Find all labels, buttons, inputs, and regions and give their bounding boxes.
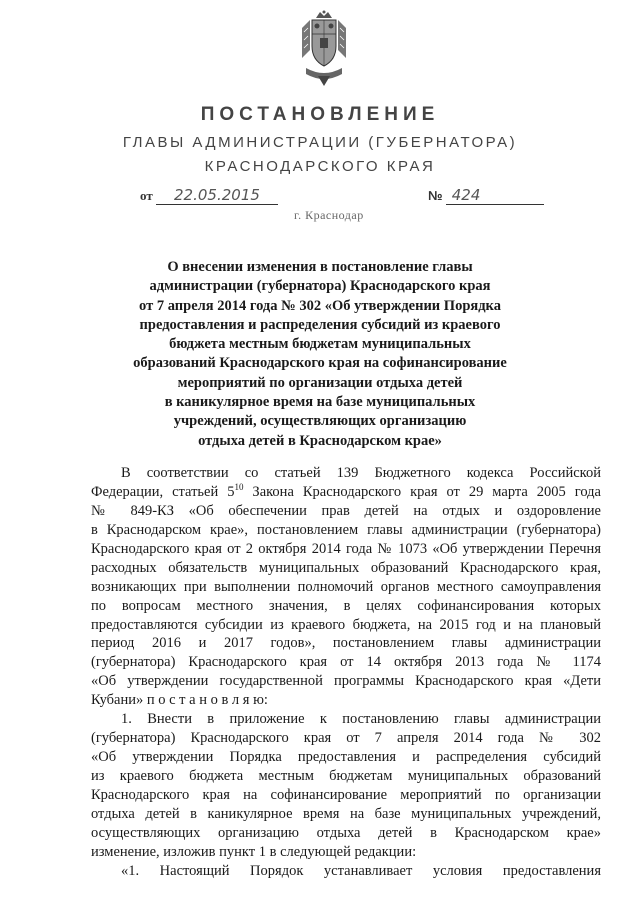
number-label: № xyxy=(428,188,443,203)
body-line xyxy=(91,483,601,502)
body-line: из краевого бюджета местным бюджетам муниципальных образований xyxy=(91,768,601,784)
body-line: 1. Внести в приложение к постановлению главы администрации xyxy=(121,711,601,728)
body-line: Краснодарского края от 2 октября 2014 года № 1073 «Об утверждении Перечня xyxy=(91,540,601,557)
number-field xyxy=(428,186,544,205)
body-line: В соответствии со статьей 139 Бюджетного кодекса Российской xyxy=(121,465,601,481)
issuer-heading-line2: КРАСНОДАРСКОГО КРАЯ xyxy=(204,158,436,175)
title-line: мероприятий по организации отдыха детей xyxy=(177,374,463,391)
coat-of-arms-emblem xyxy=(298,10,350,88)
document-title xyxy=(130,258,510,451)
body-line: Краснодарского края на софинансирование мероприятий по организации xyxy=(91,786,601,803)
superscript: 10 xyxy=(234,481,244,492)
body-line: отдыха детей в каникулярное время на базе муниципальных учреждений, xyxy=(91,805,601,822)
body-line: «Об утверждении Порядка предоставления и распределения субсидий xyxy=(91,749,601,766)
body-line: № 849-КЗ «Об обеспечении прав детей на отдых и оздоровление xyxy=(91,502,601,519)
body-line: (губернатора) Краснодарского края от 7 апреля 2014 года № 302 xyxy=(91,730,601,747)
body-line: период 2016 и 2017 годов», постановлением главы администрации xyxy=(91,635,601,652)
date-field xyxy=(140,186,278,205)
title-line: отдыха детей в Краснодарском крае» xyxy=(198,432,442,449)
body-line-part: Федерации, статьей 5 xyxy=(91,483,235,500)
title-line: бюджета местным бюджетам муниципальных xyxy=(169,336,471,353)
title-line: предоставления и распределения субсидий из краевого xyxy=(139,316,501,333)
body-line: (губернатора) Краснодарского края от 14 октября 2013 года № 1174 xyxy=(91,654,601,671)
body-line: предоставляются субсидии из краевого бюджета, на 2015 год и на плановый xyxy=(91,616,601,633)
body-line: в Краснодарском крае», постановлением главы администрации (губернатора) xyxy=(91,521,601,538)
body-line: «Об утверждении государственной программы Краснодарского края «Дети xyxy=(91,673,601,690)
body-line: изменение, изложив пункт 1 в следующей редакции: xyxy=(91,843,417,860)
issuer-heading-line1: ГЛАВЫ АДМИНИСТРАЦИИ (ГУБЕРНАТОРА) xyxy=(122,134,518,151)
document-body xyxy=(91,464,601,881)
title-line: учреждений, осуществляющих организацию xyxy=(173,413,467,430)
date-value: 22.05.2015 xyxy=(156,186,278,205)
title-line: администрации (губернатора) Краснодарского края xyxy=(149,278,491,295)
body-line: осуществляющих организацию отдыха детей в Краснодарском крае» xyxy=(91,824,601,841)
body-line: Кубани» п о с т а н о в л я ю: xyxy=(91,692,268,709)
title-line: образований Краснодарского края на софинансирование xyxy=(133,355,507,372)
document-type-heading: ПОСТАНОВЛЕНИЕ xyxy=(200,104,440,125)
title-line: от 7 апреля 2014 года № 302 «Об утверждении Порядка xyxy=(139,297,501,314)
number-value: 424 xyxy=(446,186,544,205)
body-line: по вопросам местного значения, в целях софинансирования которых xyxy=(91,597,601,614)
body-line: «1. Настоящий Порядок устанавливает условия предоставления xyxy=(121,862,601,879)
body-line: расходных обязательств муниципальных образований Краснодарского края, xyxy=(91,559,601,576)
city-label: г. Краснодар xyxy=(294,208,364,222)
body-line-part: Закона Краснодарского края от 29 марта 2005 года xyxy=(243,483,601,500)
date-label: от xyxy=(140,188,153,203)
body-line: возникающих при выполнении полномочий органов местного самоуправления xyxy=(91,578,601,595)
title-line: О внесении изменения в постановление главы xyxy=(167,259,473,275)
title-line: в каникулярное время на базе муниципальных xyxy=(164,394,476,411)
